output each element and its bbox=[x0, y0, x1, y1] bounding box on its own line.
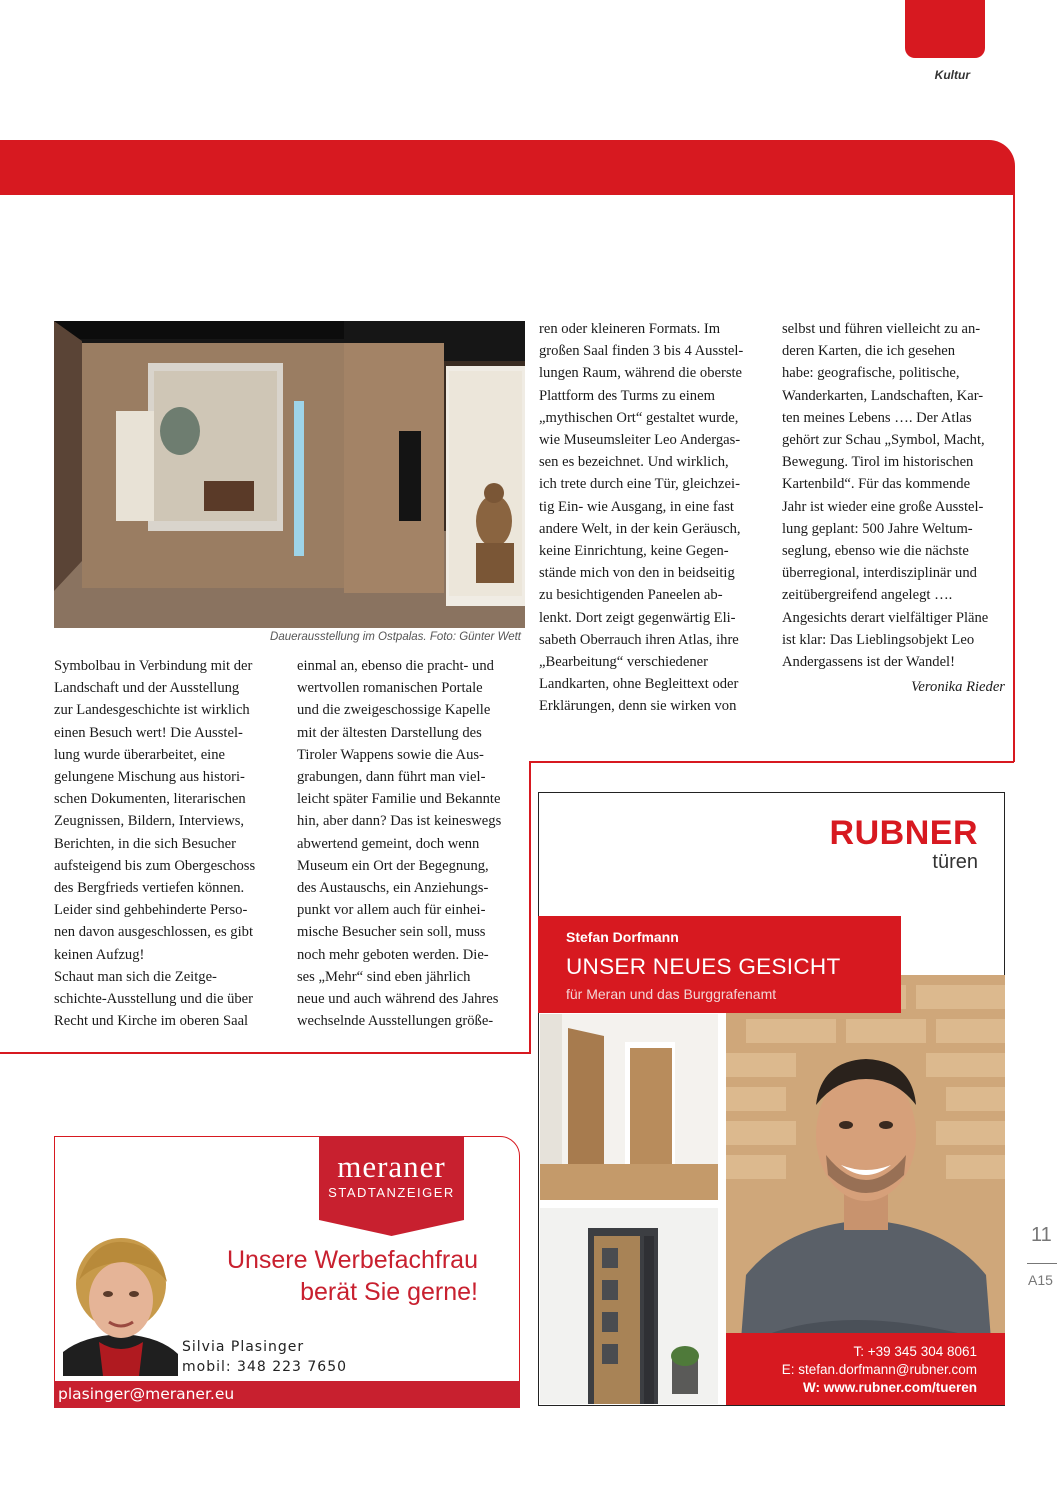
rubner-website[interactable]: W: www.rubner.com/tueren bbox=[802, 1380, 977, 1395]
rubner-person-name: Stefan Dorfmann bbox=[566, 929, 679, 945]
article-line: ses „Mehr“ sind eben jährlich bbox=[297, 968, 471, 985]
rubner-logo-sub: türen bbox=[932, 851, 978, 873]
meraner-logo-sub: STADTANZEIGER bbox=[328, 1185, 455, 1200]
article-line: lenkt. Dort zeigt gegenwärtig Eli- bbox=[539, 609, 736, 626]
museum-photo bbox=[54, 321, 525, 628]
meraner-headline-1: Unsere Werbefachfrau bbox=[226, 1246, 478, 1274]
article-line: gelungene Mischung aus histori- bbox=[54, 769, 245, 786]
article-line: des Austauschs, ein Anziehungs- bbox=[297, 880, 489, 897]
article-line: Landkarten, ohne Begleittext oder bbox=[539, 676, 739, 693]
article-line: Jahr ist wieder eine große Ausstel- bbox=[782, 498, 984, 515]
article-line: Landschaft und der Ausstellung bbox=[54, 680, 240, 697]
article-line: lung geplant: 500 Jahre Weltum- bbox=[782, 520, 973, 537]
article-line: schichte-Ausstellung und die über bbox=[54, 991, 253, 1008]
article-line: leicht später Familie und Bekannte bbox=[297, 791, 501, 808]
door-photo-entrance bbox=[540, 1208, 718, 1404]
article-line: aufsteigend bis zum Obergeschoss bbox=[54, 857, 256, 874]
section-label: Kultur bbox=[934, 68, 970, 82]
article-line: mische Besucher sein soll, muss bbox=[297, 924, 486, 941]
article-line: keinen Aufzug! bbox=[54, 946, 145, 963]
advisor-photo bbox=[63, 1230, 178, 1376]
page-number-divider bbox=[1027, 1263, 1057, 1264]
article-line: einen Besuch wert! Die Ausstel- bbox=[54, 724, 243, 741]
article-line: Symbolbau in Verbindung mit der bbox=[54, 658, 253, 674]
article-line: sen es bezeichnet. Und wirklich, bbox=[539, 454, 729, 471]
article-line: andere Welt, in der kein Geräusch, bbox=[539, 520, 741, 537]
article-line: lungen Raum, während die oberste bbox=[539, 365, 743, 382]
article-line: „mythischen Ort“ gestaltet wurde, bbox=[539, 409, 739, 426]
article-line: und die zweigeschossige Kapelle bbox=[297, 702, 491, 719]
article-line: Leider sind gehbehinderte Perso- bbox=[54, 902, 248, 919]
article-line: wechselnde Ausstellungen größe- bbox=[297, 1013, 494, 1030]
article-line: hin, aber dann? Das ist keineswegs bbox=[297, 813, 502, 830]
rubner-phone: T: +39 345 304 8061 bbox=[853, 1344, 977, 1359]
header-bar bbox=[0, 140, 1015, 195]
frame-line-mid bbox=[529, 761, 1014, 763]
article-line: ich trete durch eine Tür, gleichzei- bbox=[539, 476, 740, 493]
article-line: noch mehr geboten werden. Die- bbox=[297, 946, 489, 963]
meraner-logo-main: meraner bbox=[337, 1149, 446, 1184]
rubner-logo: RUBNER bbox=[829, 814, 978, 852]
article-line: seglung, ebenso wie die nächste bbox=[782, 543, 969, 560]
article-line: grabungen, dann führt man viel- bbox=[297, 769, 486, 786]
meraner-advisor-phone: mobil: 348 223 7650 bbox=[182, 1359, 348, 1375]
article-line: Recht und Kirche im oberen Saal bbox=[54, 1013, 249, 1030]
article-line: tig Ein- wie Ausgang, in eine fast bbox=[539, 498, 734, 515]
article-line: Berichten, in die sich Besucher bbox=[54, 835, 236, 852]
photo-caption: Dauerausstellung im Ostpalas. Foto: Günter Wett bbox=[270, 631, 521, 643]
meraner-advisor-name: Silvia Plasinger bbox=[182, 1339, 305, 1355]
article-line: ten meines Lebens …. Der Atlas bbox=[782, 409, 972, 426]
article-line: gehört zur Schau „Symbol, Macht, bbox=[782, 432, 985, 449]
article-line: abwertend gemeint, doch wenn bbox=[297, 835, 480, 852]
article-column-1 bbox=[54, 655, 284, 1032]
article-column-4 bbox=[782, 318, 1012, 673]
page-number: 11 bbox=[1031, 1224, 1052, 1246]
page-code: A15 bbox=[1028, 1272, 1053, 1288]
article-line: Zeugnissen, Bildern, Interviews, bbox=[54, 813, 245, 830]
article-line: mit der ältesten Darstellung des bbox=[297, 724, 482, 741]
rubner-email: E: stefan.dorfmann@rubner.com bbox=[781, 1362, 977, 1377]
article-line: ren oder kleineren Formats. Im bbox=[539, 321, 721, 337]
article-line: stände mich von den in beidseitig bbox=[539, 565, 735, 582]
article-line: punkt vor allem auch für einhei- bbox=[297, 902, 486, 919]
article-line: Wanderkarten, Landschaften, Kar- bbox=[782, 387, 984, 404]
rubner-subheadline: für Meran und das Burggrafenamt bbox=[566, 986, 777, 1002]
article-line: Andergassens ist der Wandel! bbox=[782, 654, 955, 671]
article-line: Plattform des Turms zu einem bbox=[539, 387, 715, 404]
frame-line-bottom bbox=[0, 1052, 531, 1054]
article-line: zu besichtigenden Paneelen ab- bbox=[539, 587, 723, 604]
article-line: wie Museumsleiter Leo Andergas- bbox=[539, 432, 741, 449]
article-line: schen Dokumenten, literarischen bbox=[54, 791, 246, 808]
article-column-2 bbox=[297, 655, 527, 1032]
article-line: zeitübergreifend angelegt …. bbox=[782, 587, 953, 604]
article-line: ist klar: Das Lieblingsobjekt Leo bbox=[782, 631, 975, 648]
article-line: „Bearbeitung“ verschiedener bbox=[539, 654, 708, 671]
article-author: Veronika Rieder bbox=[911, 679, 1005, 695]
section-tab bbox=[905, 0, 985, 58]
article-line: Angesichts derart vielfältiger Pläne bbox=[782, 609, 989, 626]
article-line: selbst und führen vielleicht zu an- bbox=[782, 321, 981, 337]
door-photo-interior bbox=[540, 1014, 718, 1200]
article-line: Erklärungen, denn sie wirken von bbox=[539, 698, 737, 715]
article-line: des Bergfrieds vertiefen können. bbox=[54, 880, 245, 897]
frame-line-step bbox=[529, 761, 531, 1053]
article-line: nen davon ausgeschlossen, es gibt bbox=[54, 924, 254, 941]
article-line: Museum ein Ort der Begegnung, bbox=[297, 857, 489, 874]
article-line: Tiroler Wappens sowie die Aus- bbox=[297, 746, 484, 763]
article-line: habe: geografische, politische, bbox=[782, 365, 960, 382]
article-line: deren Karten, die ich gesehen bbox=[782, 343, 956, 360]
rubner-headline: UNSER NEUES GESICHT bbox=[566, 954, 841, 979]
article-line: Bewegung. Tirol im historischen bbox=[782, 454, 974, 471]
article-line: zur Landesgeschichte ist wirklich bbox=[54, 702, 250, 719]
article-line: Kartenbild“. Für das kommende bbox=[782, 476, 971, 493]
article-line: großen Saal finden 3 bis 4 Ausstel- bbox=[539, 343, 744, 360]
article-line: keine Einrichtung, keine Gegen- bbox=[539, 543, 729, 560]
article-column-3 bbox=[539, 318, 769, 718]
meraner-email: plasinger@meraner.eu bbox=[58, 1385, 235, 1403]
article-line: lung wurde überarbeitet, eine bbox=[54, 746, 225, 763]
frame-line-right bbox=[1013, 166, 1015, 762]
meraner-headline-2: berät Sie gerne! bbox=[300, 1278, 478, 1306]
article-line: einmal an, ebenso die pracht- und bbox=[297, 658, 494, 674]
article-line: überregional, interdisziplinär und bbox=[782, 565, 977, 582]
article-line: sabeth Oberrauch ihren Atlas, ihre bbox=[539, 631, 739, 648]
article-line: wertvollen romanischen Portale bbox=[297, 680, 483, 697]
article-line: Schaut man sich die Zeitge- bbox=[54, 968, 217, 985]
article-line: neue und auch während des Jahres bbox=[297, 991, 499, 1008]
